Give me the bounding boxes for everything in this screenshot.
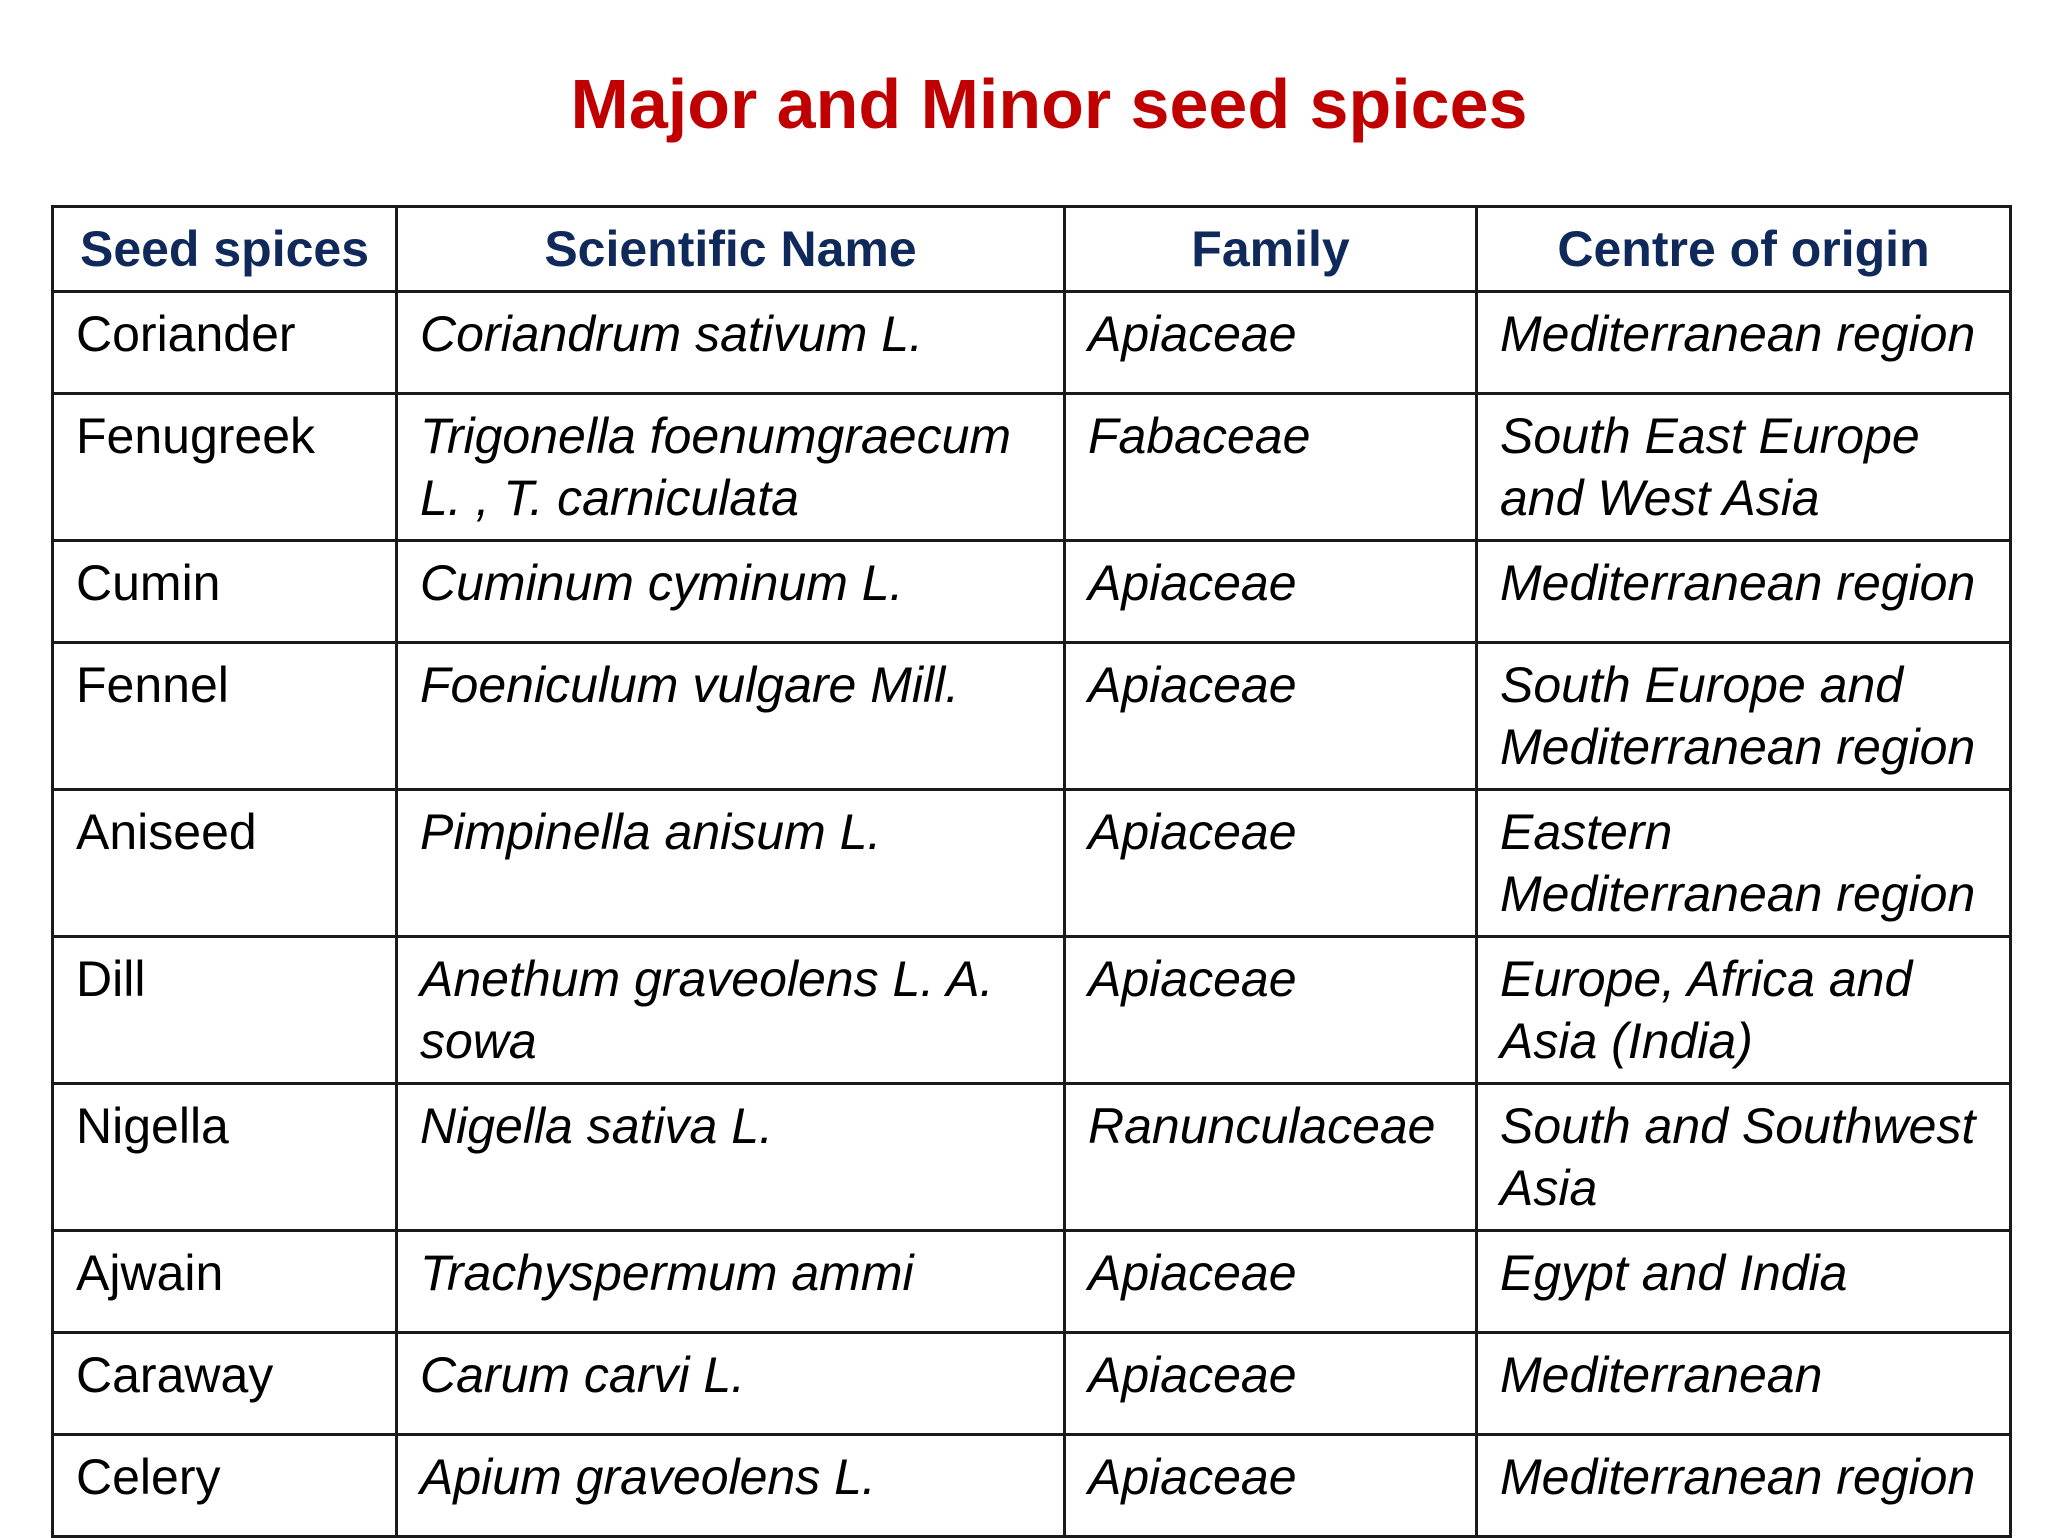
cell-scientific: Carum carvi L. (397, 1333, 1065, 1435)
cell-origin: South East Europe and West Asia (1477, 394, 2011, 541)
cell-spice: Aniseed (53, 790, 397, 937)
cell-spice: Ajwain (53, 1231, 397, 1333)
table-row (53, 292, 2011, 394)
table-row (53, 790, 2011, 937)
table-row (53, 1435, 2011, 1537)
cell-origin: Mediterranean region (1477, 541, 2011, 643)
cell-spice: Nigella (53, 1084, 397, 1231)
header-centre-of-origin: Centre of origin (1477, 207, 2011, 292)
table-row (53, 937, 2011, 1084)
cell-origin: Eastern Mediterranean region (1477, 790, 2011, 937)
cell-origin: Egypt and India (1477, 1231, 2011, 1333)
table-header-row (53, 207, 2011, 292)
cell-family: Apiaceae (1065, 643, 1477, 790)
cell-family: Apiaceae (1065, 1231, 1477, 1333)
cell-scientific: Coriandrum sativum L. (397, 292, 1065, 394)
header-family: Family (1065, 207, 1477, 292)
cell-family: Apiaceae (1065, 937, 1477, 1084)
cell-spice: Fennel (53, 643, 397, 790)
cell-scientific: Foeniculum vulgare Mill. (397, 643, 1065, 790)
slide-title: Major and Minor seed spices (570, 65, 1528, 143)
table-row (53, 394, 2011, 541)
cell-origin: Mediterranean region (1477, 1435, 2011, 1537)
cell-origin: South and Southwest Asia (1477, 1084, 2011, 1231)
cell-origin: Europe, Africa and Asia (India) (1477, 937, 2011, 1084)
cell-family: Ranunculaceae (1065, 1084, 1477, 1231)
cell-family: Fabaceae (1065, 394, 1477, 541)
cell-origin: South Europe and Mediterranean region (1477, 643, 2011, 790)
cell-scientific: Nigella sativa L. (397, 1084, 1065, 1231)
table-row (53, 1084, 2011, 1231)
cell-spice: Dill (53, 937, 397, 1084)
cell-family: Apiaceae (1065, 541, 1477, 643)
cell-scientific: Anethum graveolens L. A. sowa (397, 937, 1065, 1084)
table-row (53, 541, 2011, 643)
cell-family: Apiaceae (1065, 1435, 1477, 1537)
cell-family: Apiaceae (1065, 790, 1477, 937)
cell-origin: Mediterranean region (1477, 292, 2011, 394)
header-scientific-name: Scientific Name (397, 207, 1065, 292)
header-seed-spices: Seed spices (53, 207, 397, 292)
cell-spice: Celery (53, 1435, 397, 1537)
cell-origin: Mediterranean (1477, 1333, 2011, 1435)
cell-scientific: Trachyspermum ammi (397, 1231, 1065, 1333)
table-row (53, 643, 2011, 790)
table-row (53, 1231, 2011, 1333)
cell-family: Apiaceae (1065, 292, 1477, 394)
cell-spice: Caraway (53, 1333, 397, 1435)
seed-spices-table (51, 205, 2012, 1538)
table-row (53, 1333, 2011, 1435)
cell-family: Apiaceae (1065, 1333, 1477, 1435)
cell-spice: Fenugreek (53, 394, 397, 541)
cell-scientific: Cuminum cyminum L. (397, 541, 1065, 643)
cell-scientific: Apium graveolens L. (397, 1435, 1065, 1537)
cell-spice: Coriander (53, 292, 397, 394)
cell-spice: Cumin (53, 541, 397, 643)
cell-scientific: Trigonella foenumgraecum L. , T. carniculata (397, 394, 1065, 541)
cell-scientific: Pimpinella anisum L. (397, 790, 1065, 937)
